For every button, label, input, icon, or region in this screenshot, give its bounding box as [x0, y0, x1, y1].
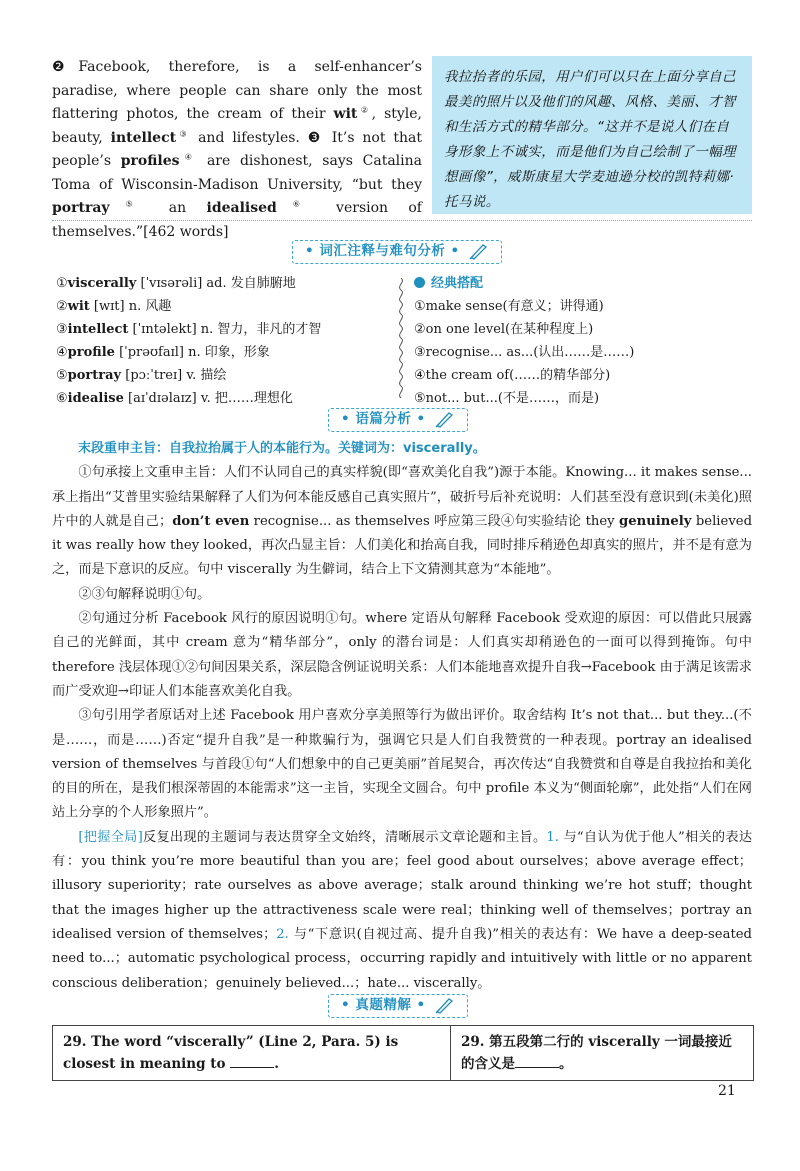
- answer-blank[interactable]: [230, 1053, 274, 1068]
- question-table: [52, 1025, 754, 1081]
- phrase-list: [414, 272, 744, 410]
- vocab-section-header: • 词汇注释与难句分析 •: [292, 240, 502, 264]
- sentence-marker-3: ❸: [307, 129, 324, 146]
- question-section-header: • 真题精解 •: [328, 994, 468, 1018]
- pen-icon: [469, 242, 489, 260]
- keyword-wit: wit: [333, 106, 358, 122]
- vocab-item: ⑤portray [pɔːˈtreɪ] v. 描绘: [56, 368, 227, 383]
- page-number: 21: [718, 1083, 736, 1099]
- overall-tag: [把握全局]: [78, 829, 143, 845]
- analysis-paragraph: ②句通过分析 Facebook 风行的原因说明①句。where 定语从句解释 Facebook 受欢迎的原因：可以借此只展露自己的光鲜面，其中 cream 意为“精华部分”，only 的潜台词是：人们真实却稍逊色的一面可以得到掩饰。句中 therefore 浅层体现①②句间因果关系，深层隐含例证说明关系：人们本能地喜欢提升自我→Facebook 由于满足该需求而广受欢迎→印证人们本能喜欢美化自我。: [52, 611, 752, 699]
- analysis-paragraph: ①句承接上文重申主旨：人们不认同自己的真实样貌(即“喜欢美化自我”)源于本能。Knowing... it makes sense...承上指出“艾普里实验结果解释了人们为何本能反感自己真实照片”，破折号后补充说明：人们甚至没有意识到(未美化)照片中的人就是自己；don’t even recognise... as themselves 呼应第三段④句实验结论 they genuinely believed it was really how they looked，再次凸显主旨：人们美化和抬高自我，同时排斥稍逊色却真实的照片，并不是有意为之，而是下意识的反应。句中 viscerally 为生僻词，结合上下文猜测其意为“本能地”。: [52, 465, 753, 578]
- english-passage: ❷Facebook, therefore, is a self-enhancer’s paradise, where people can share only the most flattering photos, the cream of their wit②, style, beauty, intellect③ and lifestyles. ❸ It’s not that people’s profiles④ are dishonest, says Catalina Toma of Wisconsin-Madison University, “but they portray⑤ an idealised⑥ version of themselves.”[462 words]: [52, 59, 423, 240]
- vocab-item: ③intellect [ˈɪntəlekt] n. 智力，非凡的才智: [56, 322, 322, 337]
- vocab-list: [56, 272, 396, 410]
- pen-icon: [435, 410, 455, 428]
- vocab-item: ④profile [ˈprəʊfaɪl] n. 印象，形象: [56, 345, 270, 360]
- analysis-section-header: • 语篇分析 •: [328, 408, 468, 432]
- analysis-paragraph: ③句引用学者原话对上述 Facebook 用户喜欢分享美照等行为做出评价。取舍结构 It’s not that... but they...(不是……，而是……)否定“提升自我”是一种欺骗行为，强调它只是人们自我赞赏的一种表现。portray an idealised version of themselves 与首段①句“人们想象中的自己更美丽”首尾契合，再次传达“自我赞赏和自尊是自我拉抬和美化的目的所在，是我们根深蒂固的本能需求”这一主旨，实现全文圆合。句中 profile 本义为“侧面轮廓”，此处指“人们在网站上分享的个人形象照片”。: [52, 708, 752, 821]
- vocab-item: ⑥idealise [aɪˈdɪəlaɪz] v. 把……理想化: [56, 391, 293, 406]
- phrase-title: 经典搭配: [414, 272, 744, 295]
- keyword-profiles: profiles: [120, 153, 180, 169]
- answer-blank[interactable]: [515, 1053, 559, 1068]
- vocab-item: ①viscerally [ˈvɪsərəli] ad. 发自肺腑地: [56, 276, 296, 291]
- analysis-paragraph: [把握全局]反复出现的主题词与表达贯穿全文始终，清晰展示文章论题和主旨。1. 与“自认为优于他人”相关的表达有：you think you’re more beautiful than you are；feel good about ourselves；above average effect；illusory superiority；rate ourselves as above average；stalk around thinking we’re hot stuff；thought that the images higher up the attractiveness scale were real；thinking well of themselves；portray an idealised version of themselves；2. 与“下意识(自视过高、提升自我)”相关的表达有：We have a deep-seated need to...；automatic psychological process，occurring rapidly and intuitively with little or no apparent conscious deliberation；genuinely believed...；hate... viscerally。: [52, 829, 753, 991]
- chinese-translation: 我拉抬者的乐园，用户们可以只在上面分享自己最美的照片以及他们的风趣、风格、美丽、才智和生活方式的精华部分。“这并不是说人们在自身形象上不诚实，而是他们为自己绘制了一幅理想画像”，威斯康星大学麦迪逊分校的凯特莉娜·托马说。: [444, 69, 736, 210]
- analysis-heading: 末段重申主旨：自我拉抬属于人的本能行为。关键词为：viscerally。: [78, 441, 486, 456]
- phrase-item: ④the cream of(……的精华部分): [414, 368, 611, 383]
- keyword-idealised: idealised: [206, 200, 277, 216]
- vocab-item: ②wit [wɪt] n. 风趣: [56, 299, 172, 314]
- pen-icon: [435, 996, 455, 1014]
- sentence-marker-2: ❷: [52, 59, 79, 75]
- divider: [52, 220, 752, 221]
- keyword-portray: portray: [52, 200, 110, 216]
- phrase-item: ②on one level(在某种程度上): [414, 322, 594, 337]
- bullet-icon: [414, 277, 425, 288]
- question-english: 29. The word “viscerally” (Line 2, Para. 5) is closest in meaning to .: [53, 1026, 451, 1080]
- question-chinese: 29. 第五段第二行的 viscerally 一词最接近的含义是 。: [461, 1034, 732, 1072]
- spring-divider: [396, 278, 406, 398]
- phrase-item: ⑤not... but...(不是……，而是): [414, 391, 600, 406]
- chinese-translation-box: [432, 56, 752, 214]
- discourse-analysis: [52, 437, 752, 996]
- phrase-item: ①make sense(有意义；讲得通): [414, 299, 604, 314]
- phrase-item: ③recognise... as...(认出……是……): [414, 345, 635, 360]
- keyword-intellect: intellect: [110, 129, 177, 146]
- analysis-paragraph: ②③句解释说明①句。: [78, 586, 211, 602]
